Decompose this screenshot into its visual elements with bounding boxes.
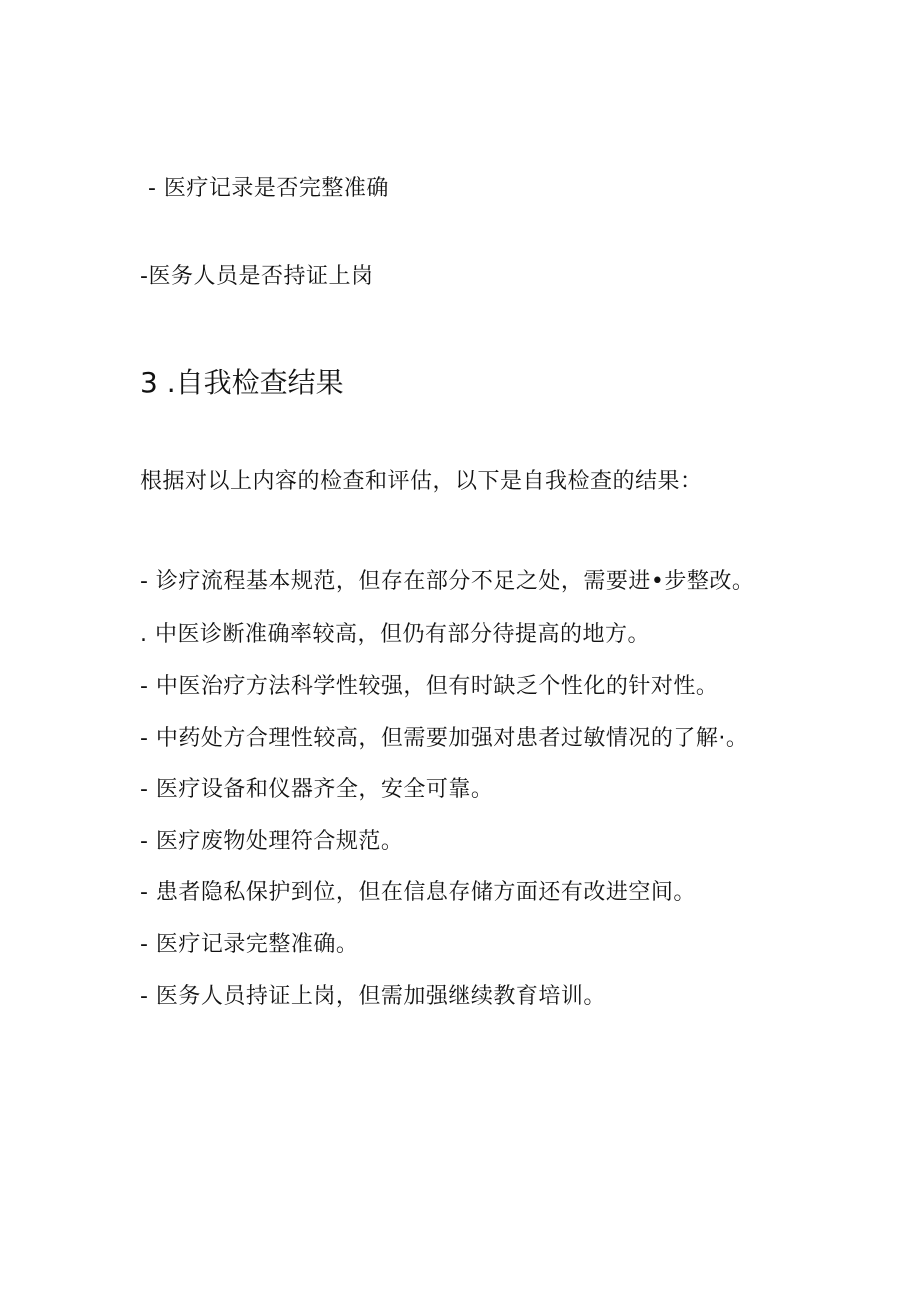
intro-paragraph: 根据对以上内容的检查和评估，以下是自我检查的结果： (140, 469, 703, 494)
checklist-item-staff-certification: -医务人员是否持证上岗 (140, 264, 374, 289)
result-item-medical-waste: - 医疗废物处理符合规范。 (140, 829, 404, 854)
result-item-patient-privacy: - 患者隐私保护到位，但在信息存储方面还有改进空间。 (140, 880, 696, 905)
result-item-medical-records: - 医疗记录完整准确。 (140, 932, 359, 957)
result-item-prescription: - 中药处方合理性较高，但需要加强对患者过敏情况的了解·。 (140, 726, 749, 751)
section-heading: 3 .自我检查结果 (140, 366, 344, 399)
result-item-equipment: - 医疗设备和仪器齐全，安全可靠。 (140, 777, 494, 802)
checklist-item-medical-records: - 医疗记录是否完整准确 (148, 176, 389, 201)
result-item-tcm-diagnosis: . 中医诊断准确率较高，但仍有部分待提高的地方。 (140, 622, 650, 647)
result-item-staff-certification: - 医务人员持证上岗，但需加强继续教育培训。 (140, 984, 606, 1009)
result-item-diagnosis-process: - 诊疗流程基本规范，但存在部分不足之处，需要进•步整改。 (140, 569, 755, 594)
result-item-tcm-treatment: - 中医治疗方法科学性较强，但有时缺乏个性化的针对性。 (140, 674, 719, 699)
